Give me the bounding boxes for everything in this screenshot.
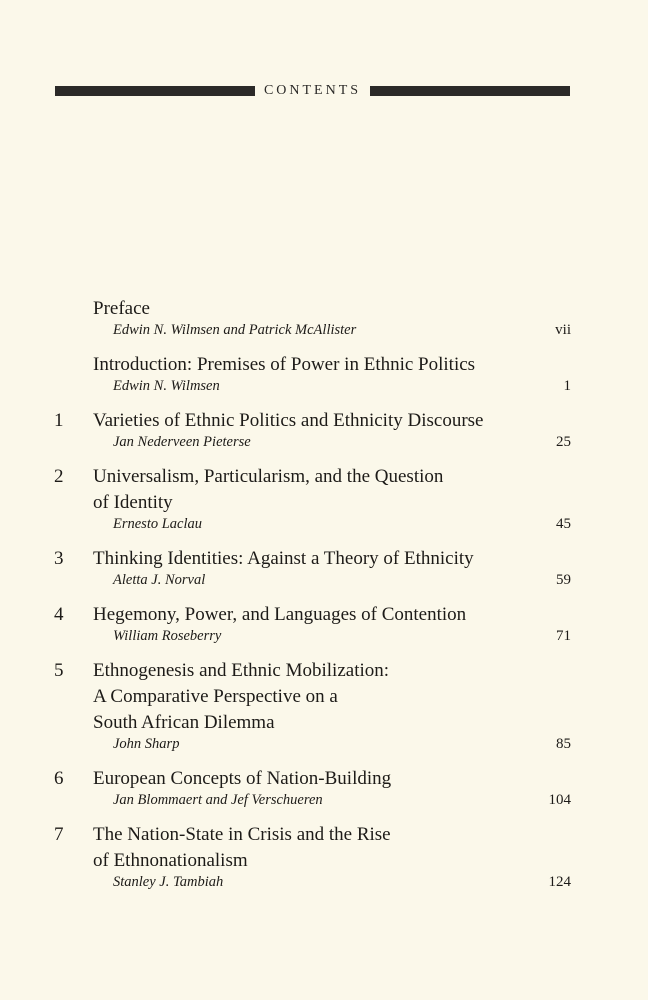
chapter-title: South African Dilemma	[93, 712, 275, 733]
chapter-author: Aletta J. Norval	[113, 572, 206, 588]
chapter-author: Jan Nederveen Pieterse	[113, 434, 251, 450]
page-number: 85	[556, 736, 571, 752]
chapter-number: 1	[54, 410, 64, 431]
chapter-title: Thinking Identities: Against a Theory of Ethnicity	[93, 548, 474, 569]
page-number: 1	[563, 378, 571, 394]
contents-header	[55, 84, 570, 98]
page-number: 45	[556, 516, 571, 532]
header-rule-right	[370, 86, 570, 96]
chapter-author: Stanley J. Tambiah	[113, 874, 224, 890]
chapter-title: A Comparative Perspective on a	[93, 686, 338, 707]
chapter-number: 6	[54, 768, 64, 789]
chapter-number: 4	[54, 604, 64, 625]
page-number: 25	[556, 434, 571, 450]
chapter-author: John Sharp	[113, 736, 180, 752]
chapter-title: Introduction: Premises of Power in Ethnic Politics	[93, 354, 476, 375]
chapter-number: 2	[54, 466, 64, 487]
chapter-title: Universalism, Particularism, and the Question	[93, 466, 444, 487]
chapter-title: The Nation-State in Crisis and the Rise	[93, 824, 391, 845]
chapter-author: William Roseberry	[113, 628, 222, 644]
chapter-title: European Concepts of Nation-Building	[93, 768, 392, 789]
page-number: vii	[555, 322, 571, 338]
chapter-title: of Identity	[93, 492, 173, 513]
chapter-title: of Ethnonationalism	[93, 850, 248, 871]
chapter-number: 5	[54, 660, 64, 681]
page-number: 104	[548, 792, 571, 808]
chapter-title: Hegemony, Power, and Languages of Contention	[93, 604, 467, 625]
chapter-title: Preface	[93, 298, 150, 319]
chapter-author: Ernesto Laclau	[113, 516, 203, 532]
page-title: CONTENTS	[263, 83, 362, 98]
page-number: 59	[556, 572, 571, 588]
chapter-title: Varieties of Ethnic Politics and Ethnicity Discourse	[93, 410, 484, 431]
chapter-number: 3	[54, 548, 64, 569]
page-number: 124	[548, 874, 571, 890]
chapter-author: Edwin N. Wilmsen and Patrick McAllister	[113, 322, 357, 338]
chapter-author: Edwin N. Wilmsen	[113, 378, 220, 394]
chapter-author: Jan Blommaert and Jef Verschueren	[113, 792, 323, 808]
chapter-title: Ethnogenesis and Ethnic Mobilization:	[93, 660, 390, 681]
chapter-number: 7	[54, 824, 64, 845]
header-rule-left	[55, 86, 255, 96]
page-number: 71	[556, 628, 571, 644]
